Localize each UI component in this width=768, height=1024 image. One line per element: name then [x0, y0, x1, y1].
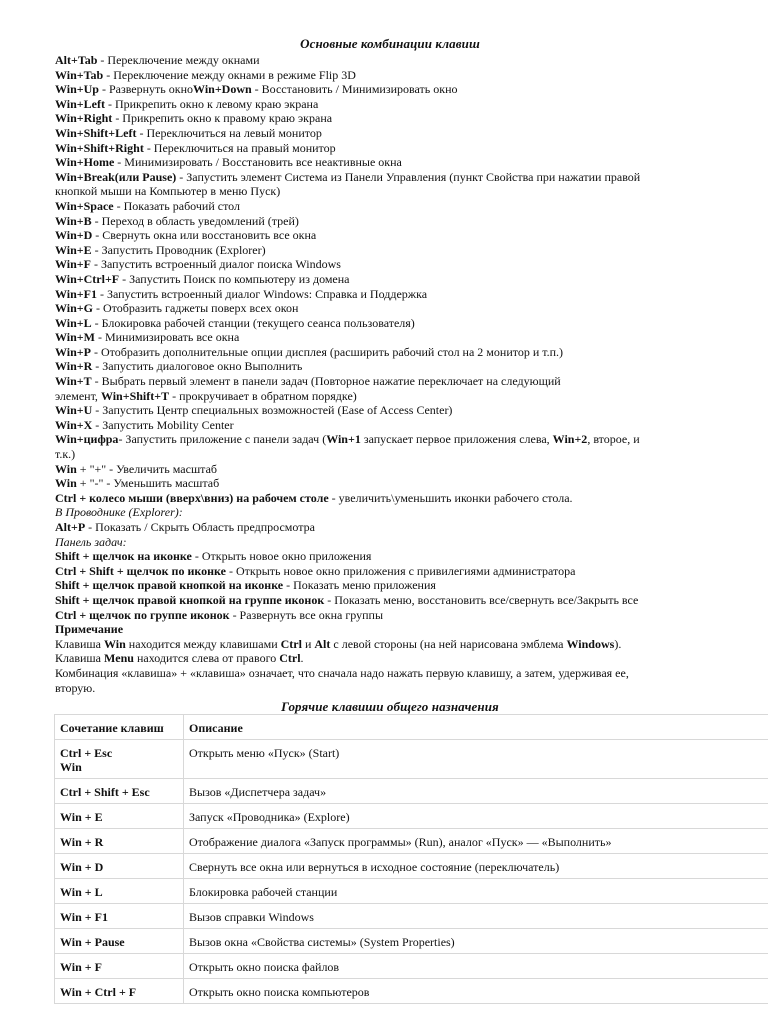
key-combo: Win+Shift+Right: [55, 140, 144, 155]
shortcut-line: [55, 491, 725, 506]
row-description: Блокировка рабочей станции: [184, 879, 768, 904]
key-combo: Ctrl: [280, 636, 302, 651]
shortcut-line: [55, 126, 725, 141]
table-row: [55, 779, 768, 804]
line-text: , второе, и: [587, 432, 640, 447]
key-combo: Win+2: [552, 432, 588, 447]
shortcut-line: [55, 549, 725, 564]
line-text: - Запустить Центр специальных возможностей (Ease of Access Center): [92, 403, 453, 418]
line-text: - Запустить Проводник (Explorer): [91, 242, 266, 257]
line-text: с левой стороны (на ней нарисована эмблема: [330, 636, 567, 651]
line-text: - Минимизировать все окна: [94, 330, 240, 345]
line-text: вторую.: [55, 680, 96, 695]
row-description: Открыть окно поиска файлов: [184, 954, 768, 979]
line-text: - Открыть новое окно приложения с привилегиями администратора: [225, 563, 576, 578]
line-text: - Запустить диалоговое окно Выполнить: [92, 359, 303, 374]
shortcut-line: [55, 170, 725, 185]
row-description: Вызов окна «Свойства системы» (System Properties): [184, 929, 768, 954]
table-row: [55, 804, 768, 829]
line-text: - Отобразить гаджеты поверх всех окон: [92, 301, 299, 316]
key-combo: Примечание: [55, 622, 124, 637]
line-text: - Запустить приложение с панели задач (: [118, 432, 327, 447]
table-row: [55, 904, 768, 929]
key-combo: Win + D: [60, 860, 104, 874]
row-keys: [55, 879, 184, 904]
key-combo: Win+Ctrl+F: [55, 271, 120, 286]
shortcut-line: [55, 374, 725, 389]
line-text: - Запустить встроенный диалог Windows: Справка и Поддержка: [96, 286, 428, 301]
row-keys: [55, 740, 184, 779]
shortcut-line: [55, 666, 725, 681]
shortcut-line: [55, 257, 725, 272]
line-text: - Отобразить дополнительные опции дисплея (расширить рабочий стол на 2 монитор и т.п.): [90, 344, 564, 359]
key-combo: Win + E: [60, 810, 103, 824]
row-keys: [55, 954, 184, 979]
shortcut-line: [55, 681, 725, 696]
key-combo: Win+L: [55, 315, 92, 330]
table-row: [55, 879, 768, 904]
line-text: .: [300, 651, 304, 666]
shortcut-line: [55, 593, 725, 608]
line-text: - прокручивает в обратном порядке): [169, 388, 357, 403]
shortcut-line: [55, 418, 725, 433]
line-text: + "+" - Увеличить масштаб: [76, 461, 217, 476]
line-text: и: [301, 636, 315, 651]
table-row: [55, 740, 768, 779]
key-combo: Win+M: [55, 330, 95, 345]
key-combo: Windows: [566, 636, 615, 651]
key-combo: Win+Shift+Left: [55, 125, 137, 140]
shortcut-line: [55, 199, 725, 214]
shortcut-line: [55, 608, 725, 623]
key-combo: Ctrl + колесо мыши (вверх\вниз) на рабочем столе: [55, 490, 329, 505]
line-text: + "-" - Уменьшить масштаб: [76, 476, 220, 491]
key-combo: Shift + щелчок правой кнопкой на группе иконок: [55, 592, 325, 607]
line-text: кнопкой мыши на Компьютер в меню Пуск): [55, 184, 281, 199]
line-text: - Запустить Mobility Center: [92, 417, 234, 432]
shortcut-line: [55, 301, 725, 316]
key-combo: Win: [103, 636, 126, 651]
shortcut-line: [55, 214, 725, 229]
key-combo: Win+Shift+T: [100, 388, 170, 403]
key-combo: Menu: [103, 651, 134, 666]
line-text: - Открыть новое окно приложения: [191, 549, 372, 564]
key-combo: Win + R: [60, 835, 104, 849]
key-combo: Win: [55, 476, 77, 491]
shortcut-line: [55, 564, 725, 579]
key-combo: Alt+P: [55, 520, 86, 534]
row-keys: [55, 829, 184, 854]
shortcut-line: [55, 505, 725, 520]
shortcut-line: [55, 432, 725, 447]
row-description: Запуск «Проводника» (Explore): [184, 804, 768, 829]
key-combo: Win + F1: [60, 910, 108, 924]
shortcut-line: [55, 330, 725, 345]
section-title-general-hotkeys: Горячие клавиши общего назначения: [281, 699, 499, 715]
line-text: Комбинация «клавиша» + «клавиша» означает, что сначала надо нажать первую клавишу, а затем, удерживая ее,: [55, 665, 629, 680]
line-text: - Показать меню, восстановить все/свернуть все/Закрыть все: [324, 592, 639, 607]
key-combo: Win+Up: [55, 82, 99, 97]
key-combo: Win: [55, 461, 77, 476]
shortcut-line: [55, 97, 725, 112]
line-text: - Развернуть все окна группы: [229, 607, 384, 622]
key-combo: Win+U: [55, 403, 93, 418]
row-keys: [55, 979, 184, 1004]
line-text: - Прикрепить окно к левому краю экрана: [104, 96, 319, 111]
line-text: - Переключиться на правый монитор: [143, 140, 336, 155]
key-combo: Win + Ctrl + F: [60, 985, 137, 999]
key-combo: Win+Home: [55, 155, 115, 170]
line-text: ).: [614, 636, 622, 651]
shortcut-line: [55, 316, 725, 331]
hotkeys-table: [54, 714, 768, 1004]
line-text: т.к.): [55, 447, 76, 462]
shortcut-line: [55, 447, 725, 462]
key-combo: Win+Down: [193, 82, 252, 97]
key-combo: Ctrl + Shift + щелчок по иконке: [55, 563, 226, 578]
key-combo: Win+Break(или Pause): [55, 169, 177, 184]
key-combo: Alt: [314, 636, 331, 651]
shortcut-line: [55, 520, 725, 535]
line-text: - увеличить\уменьшить иконки рабочего стола.: [328, 490, 573, 505]
line-text: - Запустить элемент Система из Панели Управления (пункт Свойства при нажатии правой: [176, 169, 641, 184]
key-combo: Alt+Tab: [55, 53, 98, 67]
line-text: - Переход в область уведомлений (трей): [91, 213, 299, 228]
line-text: - Переключение между окнами: [97, 53, 260, 67]
shortcut-line: [55, 243, 725, 258]
shortcut-line: [55, 476, 725, 491]
key-combo: Win + L: [60, 885, 103, 899]
subsection-label: В Проводнике (Explorer):: [55, 505, 183, 520]
shortcut-line: [55, 141, 725, 156]
line-text: - Запустить встроенный диалог поиска Windows: [90, 257, 341, 272]
section-title-main-shortcuts: Основные комбинации клавиш: [300, 36, 480, 51]
key-combo: Win+Tab: [55, 67, 104, 82]
key-combo: Ctrl: [279, 651, 301, 666]
key-combo: Shift + щелчок правой кнопкой на иконке: [55, 578, 284, 593]
line-text: - Запустить Поиск по компьютеру из домена: [119, 271, 350, 286]
line-text: находится слева от правого: [133, 651, 280, 666]
key-combo: Win+Space: [55, 198, 114, 213]
line-text: - Развернуть окно: [98, 82, 194, 97]
key-combo: Ctrl + Esc: [60, 746, 113, 760]
table-row: [55, 829, 768, 854]
line-text: - Выбрать первый элемент в панели задач (Повторное нажатие переключает на следующий: [91, 374, 561, 389]
shortcut-line: [55, 111, 725, 126]
key-combo: Win+B: [55, 213, 92, 228]
row-description: Открыть меню «Пуск» (Start): [184, 740, 768, 779]
key-combo: Ctrl + щелчок по группе иконок: [55, 607, 230, 622]
line-text: - Восстановить / Минимизировать окно: [251, 82, 458, 97]
shortcut-line: [55, 578, 725, 593]
row-keys: [55, 904, 184, 929]
table-row: [55, 954, 768, 979]
line-text: находится между клавишами: [125, 636, 281, 651]
line-text: Клавиша: [55, 651, 104, 666]
shortcut-line: [55, 82, 725, 97]
shortcut-line: [55, 345, 725, 360]
row-keys: [55, 804, 184, 829]
row-description: Отображение диалога «Запуск программы» (Run), аналог «Пуск» — «Выполнить»: [184, 829, 768, 854]
header-description: Описание: [184, 715, 768, 740]
line-text: Клавиша: [55, 636, 104, 651]
shortcut-line: [55, 651, 725, 666]
shortcut-line: [55, 637, 725, 652]
shortcut-line: [55, 53, 725, 68]
key-combo: Win+R: [55, 359, 93, 374]
line-text: - Свернуть окна или восстановить все окна: [92, 228, 317, 243]
table-row: [55, 979, 768, 1004]
row-description: Вызов «Диспетчера задач»: [184, 779, 768, 804]
header-keys: Сочетание клавиш: [55, 715, 184, 740]
row-description: Открыть окно поиска компьютеров: [184, 979, 768, 1004]
key-combo: Win+F1: [55, 286, 97, 301]
line-text: - Показать / Скрыть Область предпросмотра: [85, 520, 315, 534]
line-text: - Блокировка рабочей станции (текущего сеанса пользователя): [91, 315, 415, 330]
line-text: - Минимизировать / Восстановить все неактивные окна: [114, 155, 402, 170]
shortcut-line: [55, 622, 725, 637]
key-combo: Win: [60, 760, 82, 774]
document-page: [55, 36, 725, 719]
shortcut-line: [55, 359, 725, 374]
row-keys: [55, 779, 184, 804]
key-combo: Win+F: [55, 257, 91, 272]
key-combo: Win + F: [60, 960, 102, 974]
key-combo: Win + Pause: [60, 935, 125, 949]
key-combo: Win+1: [326, 432, 361, 447]
shortcut-line: [55, 403, 725, 418]
line-text: - Переключение между окнами в режиме Flip 3D: [103, 67, 356, 82]
line-text: - Прикрепить окно к правому краю экрана: [112, 111, 333, 126]
line-text: запускает первое приложения слева,: [360, 432, 553, 447]
table-row: [55, 854, 768, 879]
shortcut-list: [55, 53, 725, 695]
key-combo: Win+Left: [55, 96, 105, 111]
key-combo: Win+E: [55, 242, 92, 257]
line-text: - Переключиться на левый монитор: [136, 125, 322, 140]
key-combo: Win+Right: [55, 111, 113, 126]
line-text: - Показать меню приложения: [283, 578, 436, 593]
key-combo: Win+X: [55, 417, 93, 432]
shortcut-line: [55, 462, 725, 477]
key-combo: Win+T: [55, 374, 92, 389]
line-text: элемент,: [55, 388, 101, 403]
key-combo: Win+G: [55, 301, 93, 316]
row-keys: [55, 929, 184, 954]
shortcut-line: [55, 287, 725, 302]
line-text: - Показать рабочий стол: [113, 198, 240, 213]
row-description: Свернуть все окна или вернуться в исходное состояние (переключатель): [184, 854, 768, 879]
table-row: [55, 929, 768, 954]
shortcut-line: [55, 389, 725, 404]
shortcut-line: [55, 184, 725, 199]
shortcut-line: [55, 68, 725, 83]
row-description: Вызов справки Windows: [184, 904, 768, 929]
shortcut-line: [55, 272, 725, 287]
shortcut-line: [55, 228, 725, 243]
key-combo: Win+D: [55, 228, 93, 243]
row-keys: [55, 854, 184, 879]
table-header-row: [55, 715, 768, 740]
key-combo: Shift + щелчок на иконке: [55, 549, 192, 564]
subsection-label: Панель задач:: [55, 534, 127, 549]
shortcut-line: [55, 155, 725, 170]
key-combo: Ctrl + Shift + Esc: [60, 785, 150, 799]
key-combo: Win+P: [55, 344, 91, 359]
shortcut-line: [55, 535, 725, 550]
key-combo: Win+цифра: [55, 432, 119, 447]
